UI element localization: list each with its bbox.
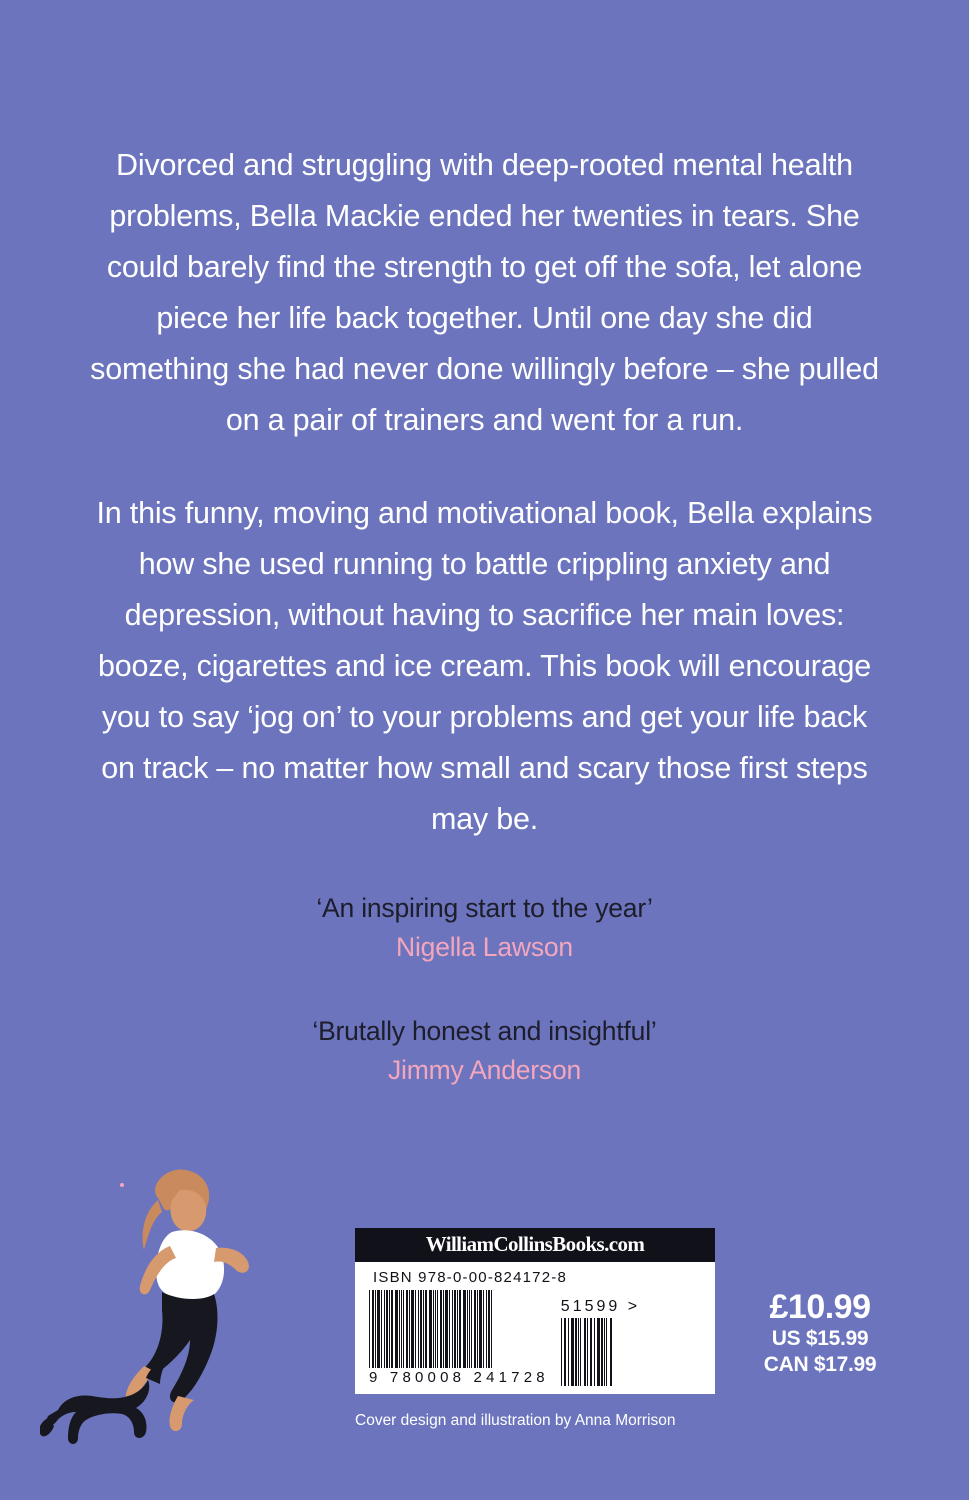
cover-credit: Cover design and illustration by Anna Morrison [355,1412,676,1429]
quote-author: Nigella Lawson [396,932,573,962]
price-can: CAN $17.99 [763,1353,877,1376]
isbn-barcode-block [355,1228,715,1394]
quote-text: ‘An inspiring start to the year’ [316,893,653,923]
review-quote [90,1013,879,1088]
price-block [730,1288,910,1378]
isbn-number: ISBN 978-0-00-824172-8 [373,1269,568,1286]
quote-text: ‘Brutally honest and insightful’ [312,1016,657,1046]
blurb-paragraph-1: Divorced and struggling with deep-rooted mental health problems, Bella Mackie ended her twenties in tears. She could barely find the strength to get off the sofa, let alone piece her life back together. Until one day she did something she had never done willingly before – she pulled on a pair of trainers and went for a run. [90,148,879,437]
barcode-addon-bars [561,1318,640,1386]
blurb-paragraph-2: In this funny, moving and motivational book, Bella explains how she used running to battle crippling anxiety and depression, without having to sacrifice her main loves: booze, cigarettes and ice cream. This book will encourage you to say ‘jog on’ to your problems and get your life back on track – no matter how small and scary those first steps may be. [96,496,873,836]
barcode-area [355,1290,715,1394]
runner-dog-svg [40,1160,320,1450]
barcode-bars [369,1290,549,1368]
blurb-text [90,140,879,845]
review-quote [90,890,879,965]
price-us: US $15.99 [771,1327,869,1350]
publisher-url: WilliamCollinsBooks.com [355,1228,715,1262]
runner-and-dog-illustration [40,1160,320,1450]
quote-author: Jimmy Anderson [387,1055,582,1085]
barcode-ean13 [369,1290,549,1386]
price-uk: £10.99 [769,1288,871,1326]
barcode-digits: 9 780008 241728 [369,1369,549,1386]
decorative-dot [120,1183,124,1187]
barcode-addon [561,1298,640,1386]
barcode-addon-digits: 51599 > [560,1298,641,1315]
review-quotes [90,890,879,1088]
